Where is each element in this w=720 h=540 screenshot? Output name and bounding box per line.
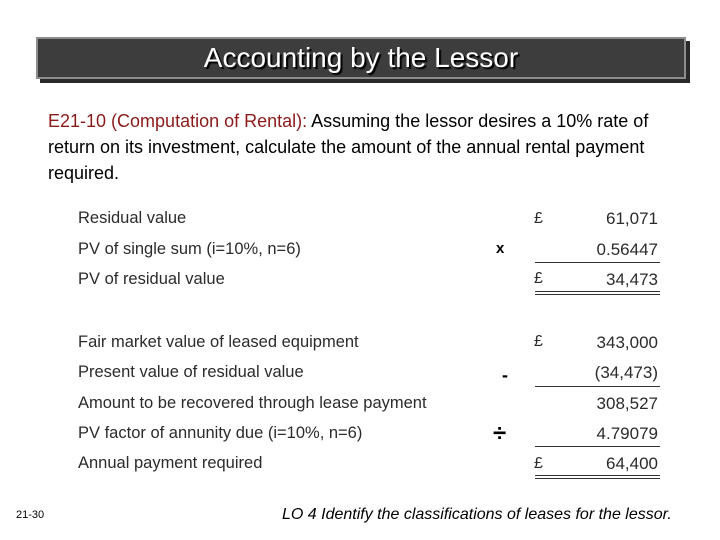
- learning-objective: LO 4 Identify the classifications of leases for the lessor.: [282, 506, 672, 523]
- pv-residual-amount: 34,473: [606, 270, 658, 289]
- slide-number: 21-30: [16, 509, 45, 521]
- fair-market-value-amount: 343,000: [596, 333, 658, 352]
- total-double-rule-1: [535, 291, 660, 295]
- pv-single-sum-amount: 0.56447: [596, 240, 658, 259]
- fair-market-value-currency: £: [534, 333, 543, 350]
- amount-recovered-amount: 308,527: [596, 394, 658, 413]
- pv-factor-label: PV factor of annunity due (i=10%, n=6): [78, 424, 363, 442]
- total-double-rule-2: [535, 475, 660, 479]
- slide-title: Accounting by the Lessor: [203, 42, 519, 73]
- pv-single-sum-label: PV of single sum (i=10%, n=6): [78, 240, 301, 258]
- amount-recovered-label: Amount to be recovered through lease payment: [78, 394, 427, 412]
- annual-payment-currency: £: [534, 455, 543, 472]
- intro-text: Assuming the lessor desires a 10% rate of return on its investment, calculate the amount of the annual rental payment required.: [48, 111, 649, 183]
- subtotal-rule-3: [535, 446, 660, 447]
- subtotal-rule-1: [535, 262, 660, 263]
- annual-payment-label: Annual payment required: [78, 454, 263, 472]
- residual-value-amount: 61,071: [606, 209, 658, 228]
- multiply-operator: x: [496, 240, 505, 257]
- minus-operator: -: [502, 365, 508, 385]
- pv-residual-label: PV of residual value: [78, 270, 225, 288]
- fair-market-value-label: Fair market value of leased equipment: [78, 333, 359, 351]
- pv-factor-amount: 4.79079: [596, 424, 658, 443]
- present-value-residual-amount: (34,473): [594, 363, 658, 382]
- present-value-residual-label: Present value of residual value: [78, 363, 304, 381]
- divide-operator: ÷: [493, 420, 507, 447]
- residual-value-label: Residual value: [78, 209, 187, 227]
- title-banner: [36, 37, 686, 79]
- pv-residual-currency: £: [534, 270, 543, 287]
- annual-payment-amount: 64,400: [606, 454, 658, 473]
- residual-value-currency: £: [534, 210, 543, 227]
- subtotal-rule-2: [535, 386, 660, 387]
- intro-paragraph: [48, 108, 668, 186]
- exercise-reference: E21-10 (Computation of Rental):: [48, 111, 308, 131]
